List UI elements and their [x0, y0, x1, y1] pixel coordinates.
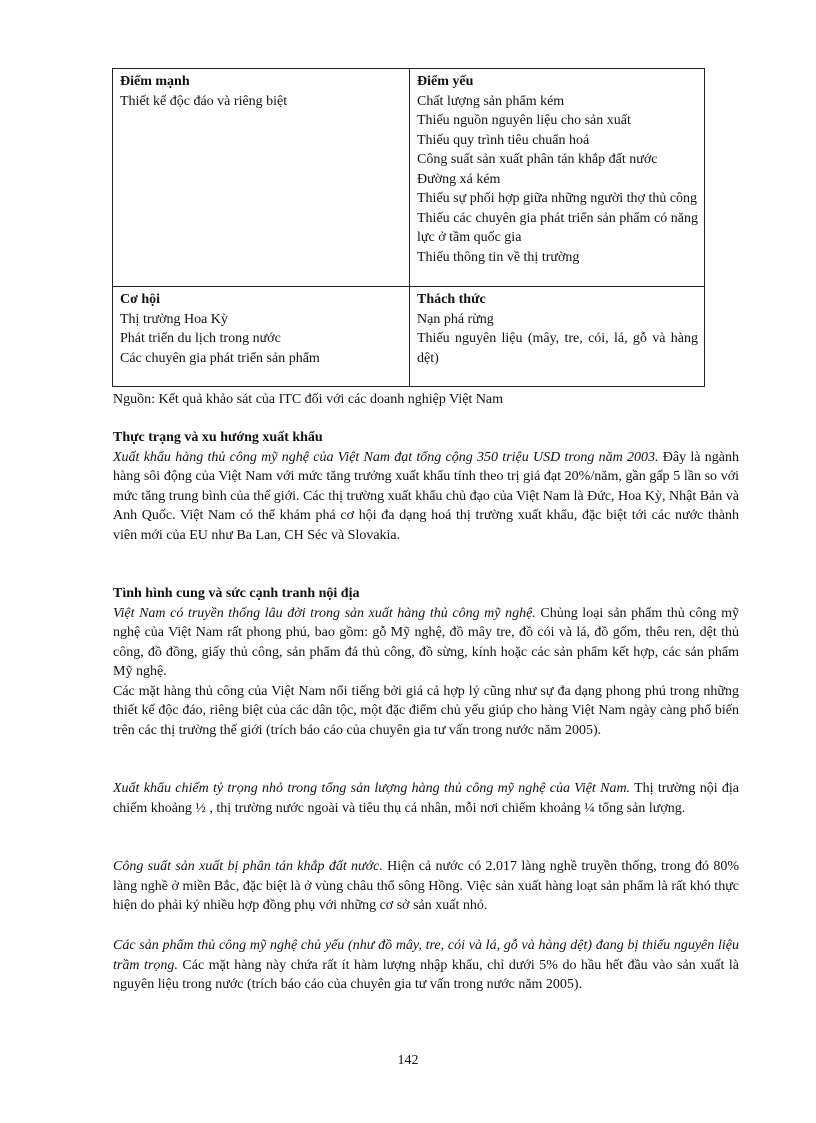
- strengths-title: Điểm mạnh: [120, 74, 190, 89]
- italic-lead: Việt Nam có truyền thống lâu đời trong sản xuất hàng thủ công mỹ nghệ.: [113, 605, 536, 621]
- threats-title: Thách thức: [417, 292, 486, 307]
- italic-lead: Công suất sản xuất bị phân tán khắp đất nước.: [113, 859, 383, 874]
- opportunity-item: Phát triển du lịch trong nước: [120, 331, 281, 346]
- page-number: 142: [397, 1053, 419, 1068]
- threat-item: Nạn phá rừng: [417, 311, 494, 327]
- italic-lead: Xuất khẩu hàng thủ công mỹ nghệ của Việt Nam đạt tổng cộng 350 triệu USD trong năm 2003.: [113, 449, 659, 465]
- source-note: Nguồn: Kết quả khảo sát của ITC đối với các doanh nghiệp Việt Nam: [113, 392, 504, 407]
- export-section: [113, 428, 739, 545]
- opportunities-title: Cơ hội: [120, 292, 161, 307]
- paragraph: [113, 779, 739, 818]
- weakness-item: Thiếu các chuyên gia phát triển sản phẩm có năng lực ở tầm quốc gia: [417, 210, 698, 245]
- section-title: Tình hình cung và sức cạnh tranh nội địa: [113, 586, 360, 601]
- section-title: Thực trạng và xu hướng xuất khẩu: [113, 430, 323, 445]
- strengths-cell: [113, 69, 410, 287]
- paragraph-block: [113, 779, 739, 818]
- strength-item: Thiết kế độc đáo và riêng biệt: [120, 93, 288, 109]
- paragraph-body: Các mặt hàng này chứa rất ít hàm lượng nhập khẩu, chỉ dưới 5% do hầu hết đầu vào sản xuất là nguyên liệu trong nước (trích báo cáo của chuyên gia tư vấn trong nước năm 2005).: [113, 957, 739, 992]
- weakness-item: Thiếu nguồn nguyên liệu cho sản xuất: [417, 113, 631, 128]
- paragraph-body: Hiện cả nước có 2.017 làng nghề truyền thống, trong đó 80% làng nghề ở miền Bắc, đặc biệt là ở vùng châu thổ sông Hồng. Việc sản xuất hàng loạt sản phẩm là rất khó thực hiện do phải ký nhiều hợp đồng phụ với những cơ sở sản xuất nhỏ.: [113, 859, 739, 913]
- paragraph-block: [113, 857, 739, 916]
- weakness-item: Công suất sản xuất phân tán khắp đất nước: [417, 152, 658, 167]
- paragraph: Các mặt hàng thủ công của Việt Nam nổi tiếng bởi giá cả hợp lý cũng như sự đa dạng phong phú trong những thiết kế độc đáo, riêng biệt của các dân tộc, một đặc điểm chủ yếu giúp cho hàng Việt Nam ngày càng phổ biến trên các thị trường thế giới (trích báo cáo của chuyên gia tư vấn trong nước năm 2005).: [113, 683, 739, 738]
- paragraph-block: [113, 936, 739, 995]
- paragraph: [113, 448, 739, 546]
- italic-lead: Xuất khẩu chiếm tỷ trọng nhỏ trong tổng sản lượng hàng thủ công mỹ nghệ của Việt Nam.: [113, 781, 631, 796]
- paragraph: [113, 936, 739, 995]
- weakness-item: Chất lượng sản phẩm kém: [417, 93, 565, 109]
- paragraph-body: Đây là ngành hàng sôi động của Việt Nam với mức tăng trưởng xuất khẩu tính theo trị giá đạt 20%/năm, gần gấp 5 lần so với mức tăng trung bình của thế giới. Các thị trường xuất khẩu chủ đạo của Việt Nam là Đức, Hoa Kỳ, Nhật Bản và Anh Quốc. Việt Nam có thể khám phá cơ hội đa dạng hoá thị trường xuất khẩu, đặc biệt tới các nước thành viên mới của EU như Ba Lan, CH Séc và Slovakia.: [113, 449, 739, 543]
- weaknesses-title: Điểm yếu: [417, 74, 474, 89]
- paragraph: [113, 857, 739, 916]
- threats-cell: [410, 287, 705, 387]
- paragraph-body: Thị trường nội địa chiếm khoảng ½ , thị trường nước ngoài và tiêu thụ cá nhân, mỗi nơi chiếm khoảng ¼ tổng sản lượng.: [113, 781, 739, 816]
- swot-table: [112, 68, 705, 387]
- italic-lead: Các sản phẩm thủ công mỹ nghệ chủ yếu (như đồ mây, tre, cói và lá, gỗ và hàng dệt) đang bị thiếu nguyên liệu trầm trọng.: [113, 938, 739, 973]
- weakness-item: Thiếu quy trình tiêu chuẩn hoá: [417, 132, 590, 148]
- domestic-section: [113, 584, 739, 740]
- opportunities-cell: [113, 287, 410, 387]
- weakness-item: Thiếu sự phối hợp giữa những người thợ thủ công: [417, 191, 698, 206]
- weakness-item: Đường xá kém: [417, 171, 501, 187]
- opportunity-item: Các chuyên gia phát triển sản phẩm: [120, 350, 320, 366]
- paragraph-body: Chủng loại sản phẩm thủ công mỹ nghệ của Việt Nam rất phong phú, bao gồm: gỗ Mỹ nghệ, đồ mây tre, đồ cói và lá, đồ gốm, thêu ren, dệt thủ công, đồ đồng, giấy thủ công, sản phẩm đá thủ công, đồ sừng, kính hoặc các sản phẩm kết hợp, các sản phẩm Mỹ nghệ.: [113, 605, 739, 679]
- threat-item: Thiếu nguyên liệu (mây, tre, cói, lá, gỗ và hàng dệt): [417, 331, 698, 366]
- opportunity-item: Thị trường Hoa Kỳ: [120, 311, 228, 327]
- weaknesses-cell: [410, 69, 705, 287]
- paragraph: [113, 604, 739, 682]
- weakness-item: Thiếu thông tin về thị trường: [417, 249, 580, 265]
